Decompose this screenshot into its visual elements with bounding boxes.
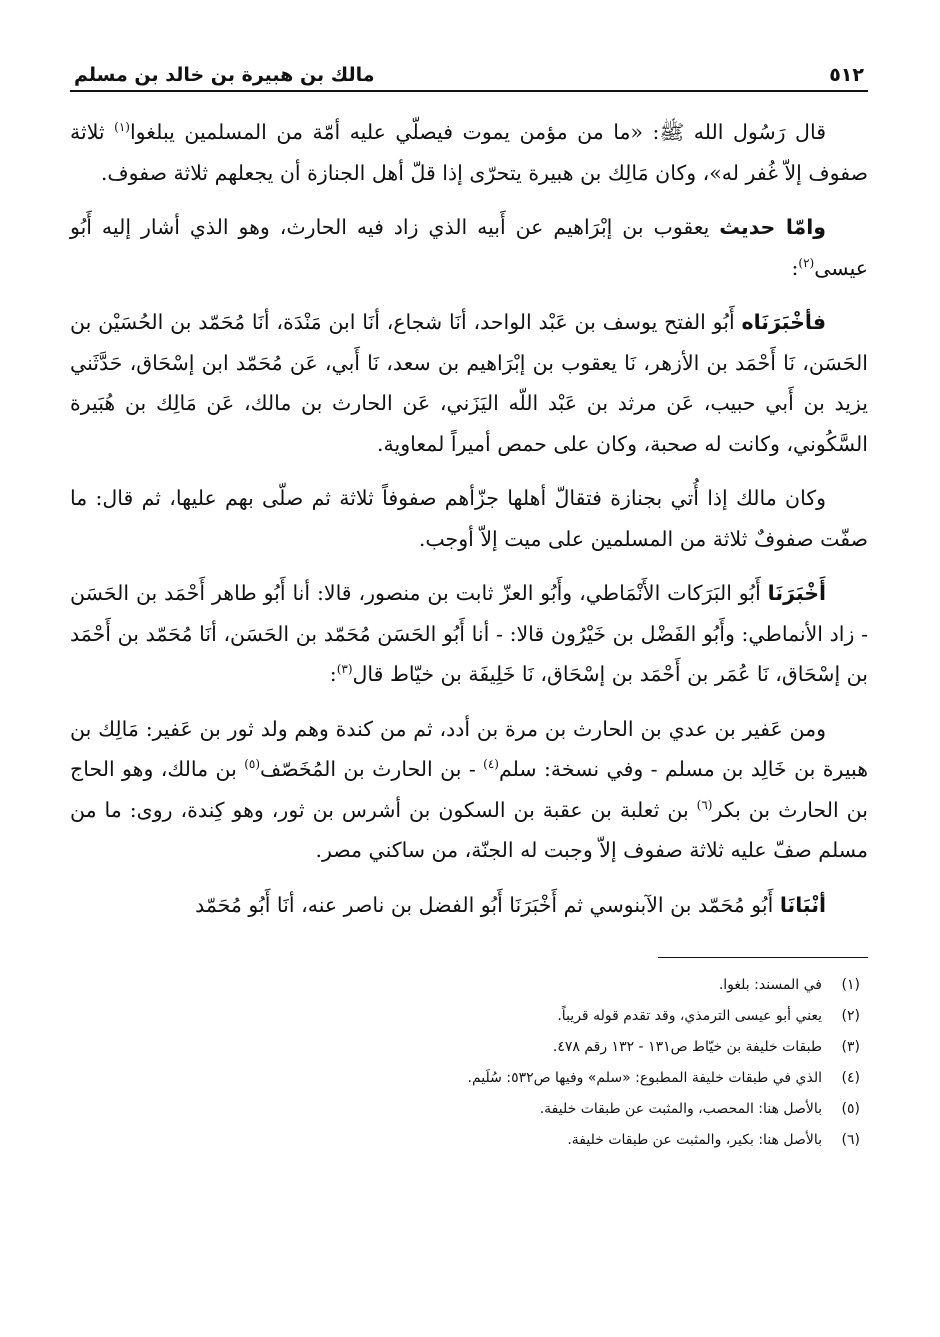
footnote-number: (١) bbox=[841, 977, 860, 993]
footnote-marker: (٤) bbox=[483, 757, 499, 772]
footnote-separator bbox=[658, 957, 868, 958]
footnote-number: (٢) bbox=[841, 1008, 860, 1024]
footnote-marker: (٦) bbox=[696, 797, 713, 812]
footnote-text: في المسند: بلغوا. bbox=[718, 977, 822, 993]
paragraph-lead-word: فأخْبَرَنَاه bbox=[741, 310, 826, 334]
footnote-text: بالأصل هنا: المحصب، والمثبت عن طبقات خليفة. bbox=[539, 1101, 822, 1117]
paragraph bbox=[70, 112, 868, 193]
footnote-marker: (٢) bbox=[798, 255, 815, 270]
running-header bbox=[70, 48, 868, 92]
footnote-number: (٣) bbox=[841, 1039, 860, 1055]
footnote-marker: (٥) bbox=[244, 757, 261, 772]
main-text bbox=[70, 112, 868, 925]
paragraph-text: قال رَسُول الله ﷺ: «ما من مؤمن يموت فيصلّي عليه أمّة من المسلمين يبلغوا bbox=[129, 120, 826, 144]
paragraph-text: : bbox=[791, 255, 799, 280]
paragraph-text: بن ثعلبة بن عقبة بن السكون بن أشرس بن ثور، وهو كِندة، روى: ما من مسلم صفّ عليه ثلاثة صفوف إلاّ وجبت له الجنّة، من ساكني مصر. bbox=[70, 797, 868, 862]
paragraph bbox=[70, 478, 868, 559]
paragraph bbox=[70, 709, 868, 871]
footnote bbox=[70, 1063, 860, 1094]
paragraph-text: وكان مالك إذا أُتي بجنازة فتقالّ أهلها جزّأهم صفوفاً ثلاثة ثم صلّى بهم عليها، ثم قال: ما صفّت صفوفٌ ثلاثة من المسلمين على ميت إلاّ أوجب. bbox=[70, 486, 868, 551]
paragraph-lead-word: أَخْبَرَنَا bbox=[767, 581, 826, 605]
paragraph bbox=[70, 207, 868, 288]
footnote-number: (٤) bbox=[841, 1070, 860, 1086]
paragraph-lead-word: أنْبَانَا bbox=[779, 892, 826, 917]
footnote bbox=[70, 970, 860, 1001]
running-title: مالك بن هبيرة بن خالد بن مسلم bbox=[74, 64, 375, 86]
footnote bbox=[70, 1032, 860, 1063]
paragraph bbox=[70, 573, 868, 695]
paragraph-text: يعقوب بن إبْرَاهيم عن أَبيه الذي زاد فيه الحارث، وهو الذي أشار إليه أَبُو عيسى bbox=[70, 215, 868, 280]
footnote-marker: (١) bbox=[114, 120, 130, 135]
footnote-text: بالأصل هنا: بكير، والمثبت عن طبقات خليفة. bbox=[567, 1132, 822, 1148]
paragraph-text: أَبُو البَرَكات الأَنْمَاطي، وأَبُو العزّ ثابت بن منصور، قالا: أنا أَبُو طاهر أَحْمَد بن الحَسَن - زاد الأنماطي: وأَبُو الفَضْل بن خَيْرُون قالا: - أنا أَبُو الحَسَن مُحَمّد بن الحَسَن، أنَا مُحَمّد بن أَحْمَد بن إسْحَاق، نَا عُمَر بن أَحْمَد بن إسْحَاق، نَا خَلِيفَة بن خيّاط قال bbox=[70, 581, 868, 686]
paragraph-lead-word: وامّا حديث bbox=[719, 215, 827, 239]
footnotes bbox=[70, 970, 868, 1156]
paragraph-text: أَبُو الفتح يوسف بن عَبْد الواحد، أنَا شجاع، أنَا ابن مَنْدَة، أنَا مُحَمّد بن الحُسَيْن بن الحَسَن، نَا أَحْمَد بن الأزهر، نَا يعقوب بن إبْرَاهيم بن سعد، نَا أَبي، عَن مُحَمّد ابن إسْحَاق، حَدَّثَني يزيد بن أَبي حبيب، عَن مرثد بن عَبْد اللّه اليَزَني، عَن الحارث بن مالك، عَن مَالِك بن هُبَيرة السَّكُوني، وكانت له صحبة، وكان على حمص أميراً لمعاوية. bbox=[70, 310, 868, 456]
footnote-text: طبقات خليفة بن خيّاط ص١٣١ - ١٣٢ رقم ٤٧٨. bbox=[552, 1039, 822, 1055]
paragraph bbox=[70, 885, 868, 926]
paragraph-text: - بن الحارث بن المُخَصّف bbox=[260, 757, 484, 781]
footnote-number: (٦) bbox=[841, 1132, 860, 1148]
paragraph-text: : bbox=[329, 662, 337, 686]
footnote-number: (٥) bbox=[841, 1101, 860, 1117]
footnote-marker: (٣) bbox=[336, 662, 353, 677]
paragraph bbox=[70, 302, 868, 464]
footnote-text: يعني أبو عيسى الترمذي، وقد تقدم قوله قريباً. bbox=[557, 1008, 822, 1024]
footnote-text: الذي في طبقات خليفة المطبوع: «سلم» وفيها ص٥٣٢: سُلَيم. bbox=[467, 1070, 822, 1086]
paragraph-text: ثلاثة صفوف إلاّ غُفر له»، وكان مَالِك بن هبيرة يتحرّى إذا قلّ أهل الجنازة أن يجعلهم ثلاثة صفوف. bbox=[70, 120, 868, 185]
paragraph-text: ومن عَفير بن عدي بن الحارث بن مرة بن أدد، ثم من كندة وهم ولد ثور بن عَفير: مَالِك بن هبيرة بن خَالِد بن مسلم - وفي نسخة: سلم bbox=[70, 716, 869, 781]
paragraph-text: أَبُو مُحَمّد بن الآبنوسي ثم أَخْبَرَنَا أَبُو الفضل بن ناصر عنه، أنَا أَبُو مُحَمّد bbox=[195, 892, 780, 917]
page-number: ٥١٢ bbox=[829, 64, 864, 86]
footnote bbox=[70, 1125, 860, 1156]
footnote bbox=[70, 1094, 860, 1125]
footnote bbox=[70, 1001, 860, 1032]
paragraph-text: بن مالك، وهو الحاج بن الحارث بن بكر bbox=[70, 757, 868, 822]
